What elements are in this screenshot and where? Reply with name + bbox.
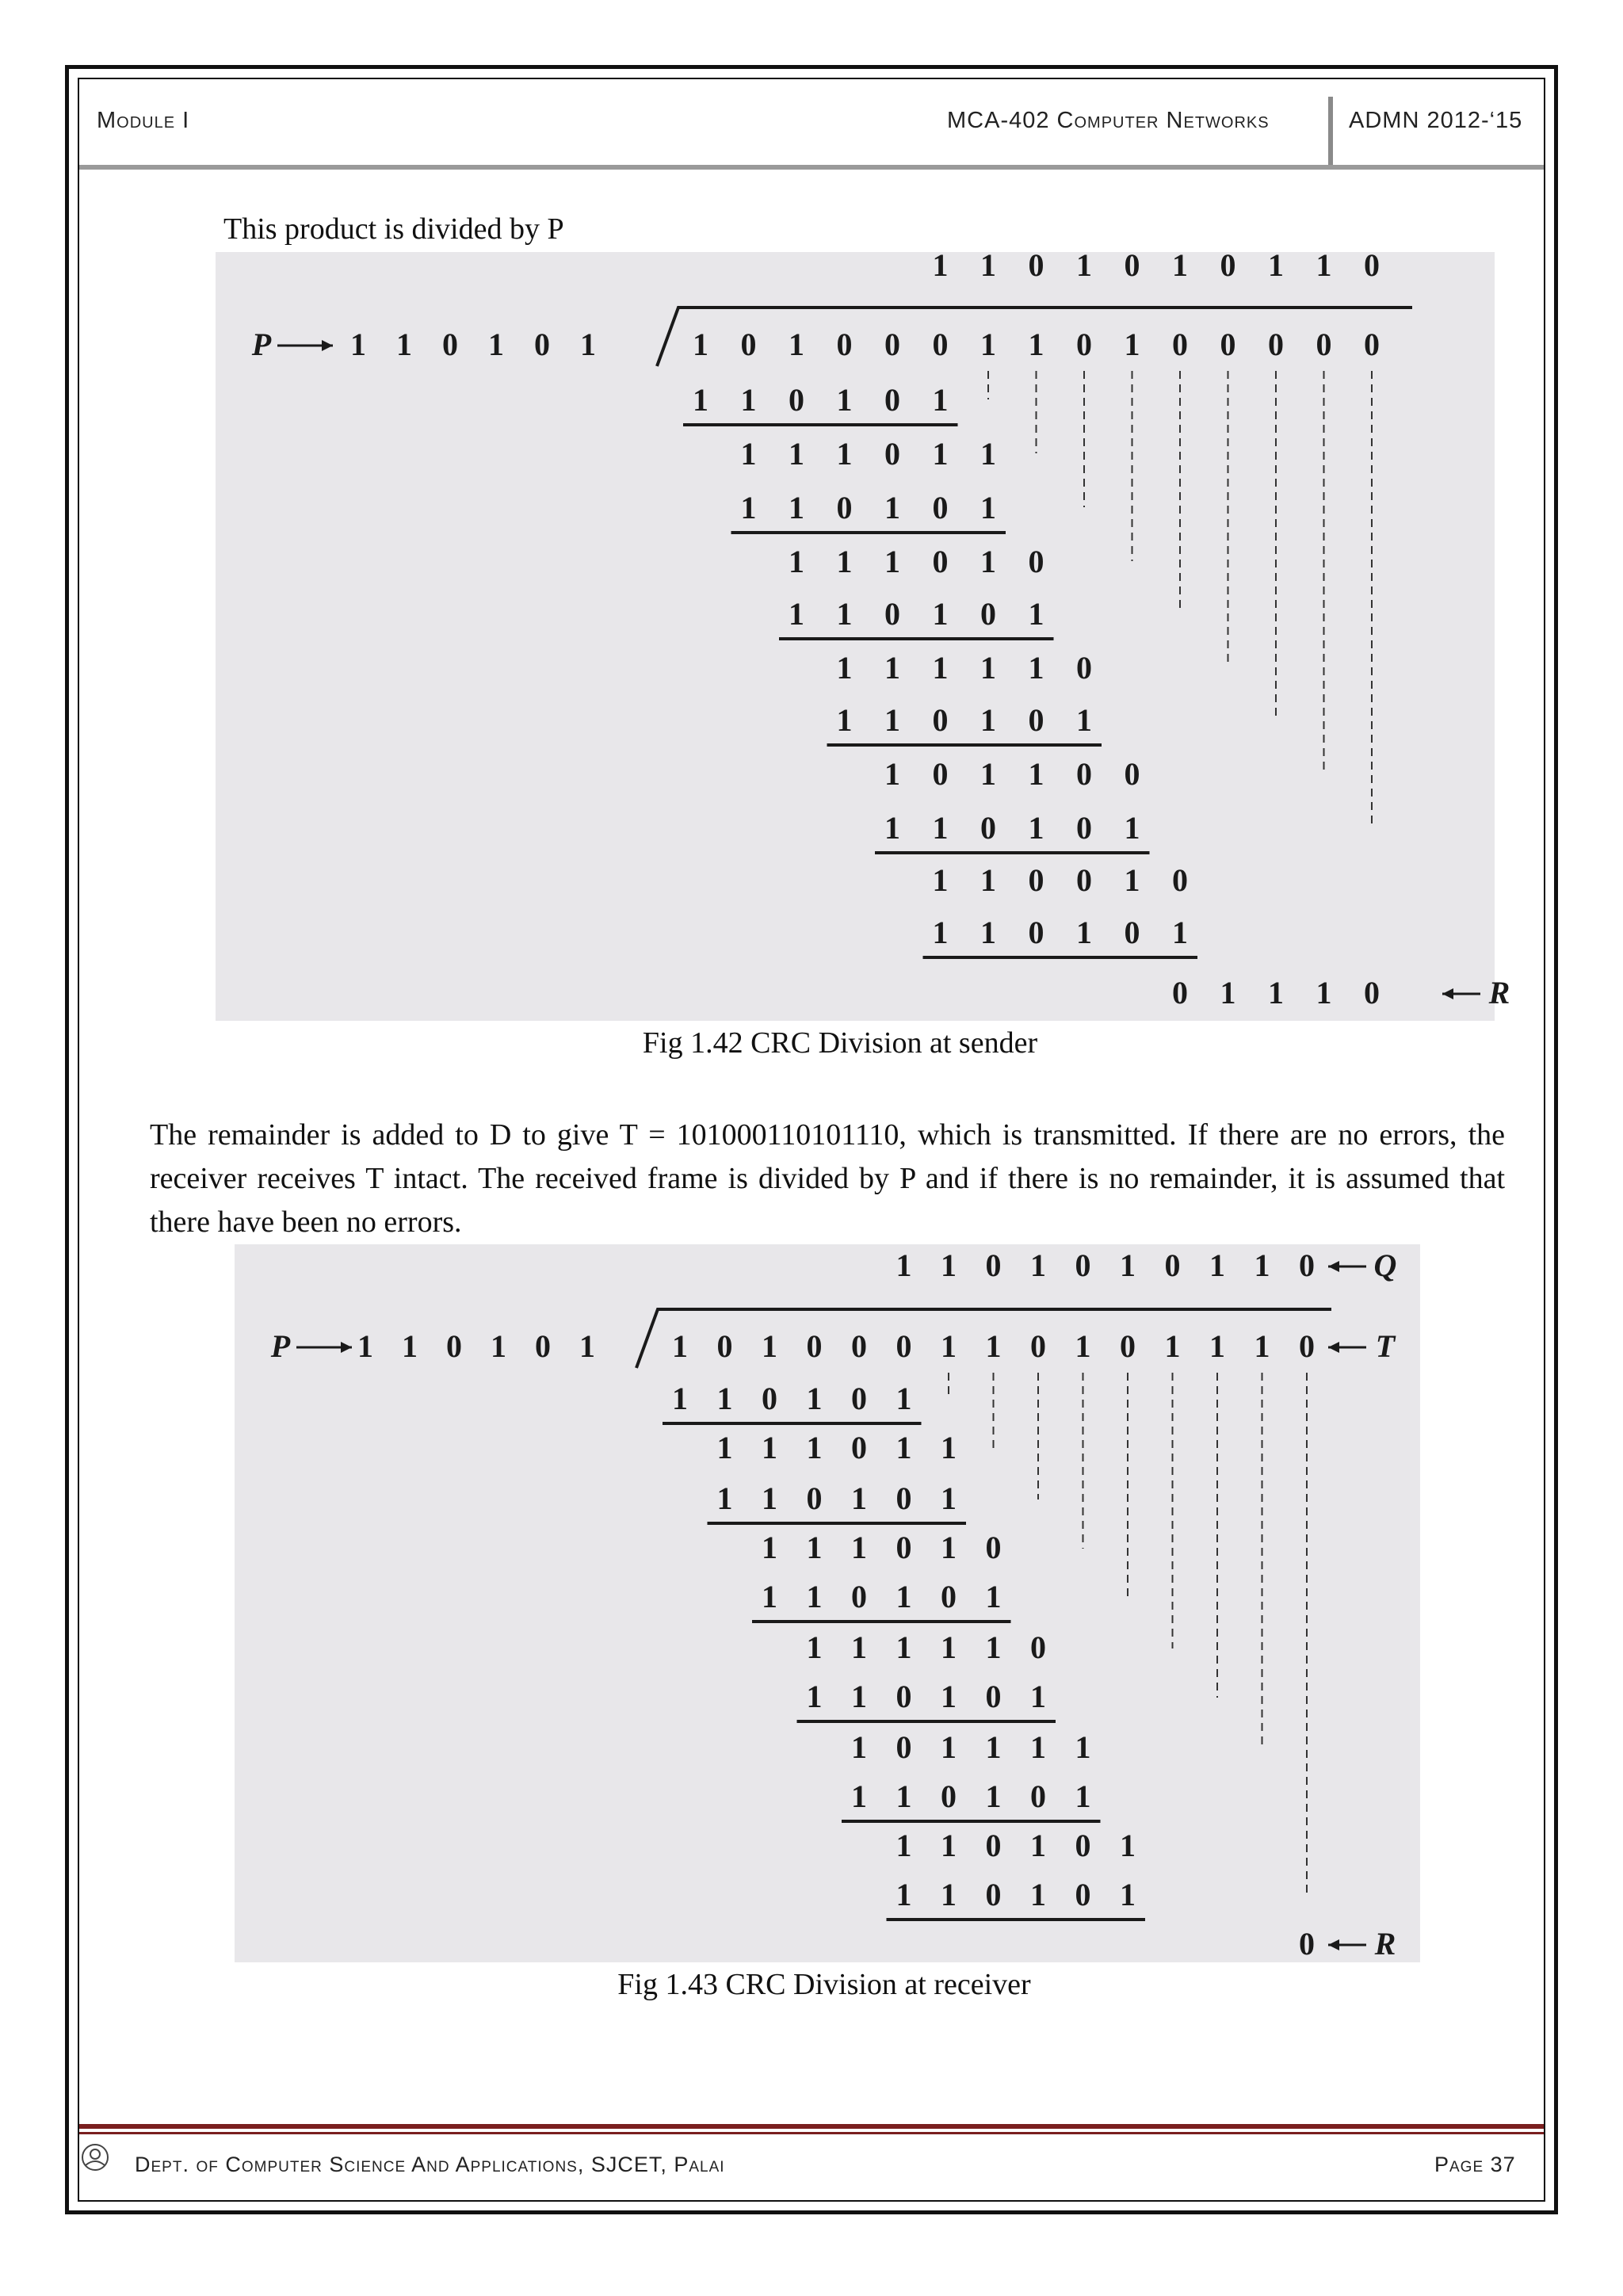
division-row-digit: 1 [932,915,949,950]
division-row-digit: 1 [1172,915,1188,950]
dividend-digit: 0 [1268,327,1284,362]
division-row-digit: 0 [941,1778,957,1814]
division-row-digit: 1 [1075,1778,1091,1814]
division-row-digit: 0 [762,1381,777,1416]
divisor-digit: 0 [535,1328,551,1364]
division-row-digit: 1 [941,1679,957,1714]
division-row-digit: 1 [1028,596,1044,632]
division-row-digit: 1 [851,1778,867,1814]
division-row-digit: 1 [716,1381,733,1416]
division-row-digit: 1 [1028,756,1044,792]
division-row-digit: 1 [806,1679,823,1714]
division-row-digit: 1 [896,1579,912,1614]
division-row-digit: 1 [884,650,900,686]
division-row-digit: 0 [1075,1877,1091,1912]
division-row-digit: 1 [851,1729,867,1765]
dividend-digit: 0 [806,1328,823,1364]
body-paragraph: The remainder is added to D to give T = 101000110101110, which is transmitted. If there are no errors, the receiver receives T intact. The received frame is divided by P and if there is no remainder, it is assumed that there have been no errors. [150,1118,1505,1239]
dividend-digit: 0 [836,327,853,362]
dividend-digit: 1 [672,1328,688,1364]
divisor-digit: 0 [534,327,550,362]
divisor-digit: 1 [491,1328,506,1364]
division-row-digit: 0 [896,1729,912,1765]
division-row-digit: 1 [1076,915,1092,950]
division-row-digit: 1 [762,1530,777,1565]
division-row-digit: 1 [806,1579,823,1614]
remainder-digit: 0 [1364,975,1380,1010]
division-row-digit: 1 [806,1381,823,1416]
remainder-label-r: R [1488,975,1510,1010]
dividend-digit: 0 [1172,327,1188,362]
figure-caption-receiver: Fig 1.43 CRC Division at receiver [617,1968,1031,2001]
division-row-digit: 1 [884,490,900,525]
footer-rule-thin [79,2132,1544,2134]
divisor-digit: 1 [580,327,596,362]
division-row-digit: 1 [1030,1877,1046,1912]
division-row-digit: 1 [836,702,853,738]
dividend-digit: 1 [1028,327,1044,362]
dividend-digit: 0 [1120,1328,1136,1364]
divisor-digit: 1 [396,327,412,362]
quotient-digit: 1 [1172,247,1188,283]
division-row-digit: 0 [932,544,949,579]
remainder-arrow-head [1328,1939,1339,1950]
division-row-digit: 1 [980,490,996,525]
division-row-digit: 1 [932,862,949,898]
division-row-digit: 1 [740,490,757,525]
dividend-digit: 0 [1299,1328,1315,1364]
division-row-digit: 1 [1028,650,1044,686]
division-row-digit: 0 [985,1679,1002,1714]
division-row-digit: 0 [1172,862,1188,898]
division-row-digit: 1 [806,1430,823,1465]
division-row-digit: 1 [1120,1877,1136,1912]
quotient-digit: 0 [1164,1247,1181,1283]
division-row-digit: 0 [1075,1828,1091,1863]
division-row-digit: 1 [932,436,949,472]
divisor-digit: 0 [446,1328,462,1364]
division-row-digit: 0 [1028,915,1044,950]
figure-caption-sender: Fig 1.42 CRC Division at sender [642,1026,1038,1060]
division-row-digit: 1 [941,1530,957,1565]
division-row-digit: 0 [896,1679,912,1714]
dividend-digit: 0 [896,1328,912,1364]
division-row-digit: 0 [980,810,996,846]
quotient-digit: 0 [1124,247,1140,283]
division-row-digit: 1 [836,544,853,579]
dividend-label-t: T [1375,1328,1396,1364]
remainder-digit: 1 [1316,975,1332,1010]
quotient-digit: 1 [1030,1247,1046,1283]
division-row-digit: 1 [806,1530,823,1565]
division-row-digit: 0 [932,702,949,738]
remainder-digit: 0 [1172,975,1188,1010]
division-row-digit: 1 [1028,810,1044,846]
divisor-arrow-head [341,1342,352,1353]
divisor-arrow-head [322,340,333,351]
header-module: Module I [97,108,190,133]
division-row-digit: 0 [1076,650,1092,686]
division-row-digit: 0 [789,382,804,418]
remainder-digit: 0 [1299,1926,1315,1962]
division-row-digit: 1 [941,1629,957,1665]
division-row-digit: 0 [1028,862,1044,898]
intro-text: This product is divided by P [223,212,564,246]
crc-receiver-diagram [235,1244,1420,1962]
division-row-digit: 1 [941,1430,957,1465]
dividend-digit: 1 [1124,327,1140,362]
dividend-digit: 1 [941,1328,957,1364]
division-bracket [636,1309,1331,1368]
quotient-digit: 1 [1120,1247,1136,1283]
division-row-digit: 1 [985,1579,1002,1614]
division-row-digit: 1 [980,756,996,792]
dividend-digit: 0 [1364,327,1380,362]
dividend-arrow-head [1328,1342,1339,1353]
division-row-digit: 0 [806,1480,823,1516]
division-row-digit: 0 [1028,702,1044,738]
quotient-digit: 0 [1364,247,1380,283]
divisor-digit: 1 [488,327,504,362]
division-row-digit: 0 [884,436,900,472]
division-row-digit: 1 [716,1480,733,1516]
division-row-digit: 0 [1076,756,1092,792]
header-rule [79,165,1544,170]
quotient-digit: 0 [1220,247,1236,283]
quotient-digit: 1 [1076,247,1092,283]
remainder-digit: 1 [1268,975,1284,1010]
footer-department: Dept. of Computer Science And Applications, SJCET, Palai [135,2153,725,2176]
division-row-digit: 1 [941,1480,957,1516]
dividend-digit: 1 [693,327,708,362]
quotient-digit: 0 [1299,1247,1315,1283]
division-row-digit: 1 [1075,1729,1091,1765]
divisor-digit: 1 [402,1328,418,1364]
quotient-digit: 1 [896,1247,912,1283]
dividend-digit: 0 [884,327,900,362]
division-row-digit: 1 [762,1480,777,1516]
divisor-label-p: P [270,1328,291,1364]
division-row-digit: 1 [884,756,900,792]
division-row-digit: 1 [1124,862,1140,898]
division-row-digit: 0 [941,1579,957,1614]
division-row-digit: 1 [789,490,804,525]
division-row-digit: 1 [851,1629,867,1665]
division-row-digit: 1 [980,915,996,950]
dividend-digit: 1 [789,327,804,362]
division-row-digit: 1 [985,1729,1002,1765]
division-row-digit: 1 [1030,1828,1046,1863]
quotient-digit: 1 [932,247,949,283]
division-row-digit: 1 [980,544,996,579]
quotient-digit: 0 [1028,247,1044,283]
division-row-digit: 1 [980,650,996,686]
division-row-digit: 0 [1030,1629,1046,1665]
quotient-digit: 0 [985,1247,1002,1283]
division-row-digit: 1 [932,810,949,846]
dividend-digit: 0 [1030,1328,1046,1364]
dividend-digit: 0 [1220,327,1236,362]
division-row-digit: 1 [806,1629,823,1665]
division-row-digit: 1 [836,382,853,418]
dividend-digit: 0 [1316,327,1332,362]
dividend-digit: 1 [985,1328,1002,1364]
division-row-digit: 0 [1076,810,1092,846]
division-row-digit: 1 [1124,810,1140,846]
division-row-digit: 0 [1076,862,1092,898]
divisor-digit: 1 [579,1328,595,1364]
division-row-digit: 0 [1030,1778,1046,1814]
quotient-digit: 1 [941,1247,957,1283]
division-row-digit: 1 [896,1778,912,1814]
division-row-digit: 0 [932,490,949,525]
division-row-digit: 1 [851,1679,867,1714]
division-row-digit: 1 [884,702,900,738]
division-row-digit: 1 [941,1729,957,1765]
college-logo-icon [79,2141,111,2173]
dividend-digit: 1 [980,327,996,362]
remainder-arrow-head [1442,988,1453,999]
division-row-digit: 1 [762,1430,777,1465]
remainder-label-r: R [1374,1926,1396,1962]
divisor-digit: 0 [442,327,458,362]
division-row-digit: 1 [932,382,949,418]
division-row-digit: 1 [884,810,900,846]
division-row-digit: 0 [985,1828,1002,1863]
division-row-digit: 1 [740,436,757,472]
division-row-digit: 1 [672,1381,688,1416]
quotient-digit: 1 [1254,1247,1270,1283]
quotient-digit: 1 [980,247,996,283]
division-row-digit: 0 [932,756,949,792]
division-row-digit: 1 [836,436,853,472]
division-row-digit: 1 [762,1579,777,1614]
division-row-digit: 1 [896,1381,912,1416]
dividend-digit: 0 [932,327,949,362]
division-row-digit: 1 [851,1480,867,1516]
division-row-digit: 0 [896,1480,912,1516]
header-divider [1328,97,1333,168]
header-admn: ADMN 2012-‘15 [1349,108,1523,133]
division-row-digit: 0 [884,596,900,632]
dividend-digit: 0 [716,1328,733,1364]
quotient-digit: 1 [1209,1247,1225,1283]
dividend-digit: 0 [1076,327,1092,362]
division-row-digit: 0 [985,1530,1002,1565]
quotient-arrow-head [1328,1261,1339,1272]
division-row-digit: 1 [896,1629,912,1665]
division-row-digit: 0 [980,596,996,632]
division-row-digit: 1 [693,382,708,418]
division-row-digit: 1 [932,650,949,686]
division-row-digit: 0 [851,1381,867,1416]
quotient-label-q: Q [1373,1247,1397,1283]
division-row-digit: 1 [836,596,853,632]
division-row-digit: 1 [1120,1828,1136,1863]
division-row-digit: 1 [789,544,804,579]
division-row-digit: 1 [851,1530,867,1565]
quotient-digit: 1 [1316,247,1332,283]
divisor-digit: 1 [357,1328,373,1364]
division-row-digit: 0 [1124,756,1140,792]
division-row-digit: 0 [851,1430,867,1465]
division-row-digit: 1 [716,1430,733,1465]
footer-rule [79,2124,1544,2129]
dividend-digit: 1 [762,1328,777,1364]
division-row-digit: 0 [896,1530,912,1565]
division-row-digit: 1 [1076,702,1092,738]
quotient-digit: 0 [1075,1247,1091,1283]
division-row-digit: 1 [896,1877,912,1912]
division-row-digit: 1 [836,650,853,686]
division-row-digit: 1 [980,702,996,738]
division-row-digit: 1 [985,1778,1002,1814]
header-course: MCA-402 Computer Networks [947,108,1270,133]
dividend-digit: 0 [851,1328,867,1364]
division-row-digit: 0 [1028,544,1044,579]
division-row-digit: 0 [985,1877,1002,1912]
division-row-digit: 1 [980,436,996,472]
division-row-digit: 1 [980,862,996,898]
divisor-label-p: P [251,327,272,362]
remainder-digit: 1 [1220,975,1236,1010]
division-row-digit: 1 [896,1430,912,1465]
division-row-digit: 1 [1030,1729,1046,1765]
division-row-digit: 1 [1030,1679,1046,1714]
division-row-digit: 1 [941,1877,957,1912]
dividend-digit: 1 [1164,1328,1181,1364]
divisor-digit: 1 [350,327,366,362]
dividend-digit: 0 [740,327,757,362]
division-row-digit: 1 [941,1828,957,1863]
dividend-digit: 1 [1075,1328,1091,1364]
crc-sender-diagram [216,247,1510,1021]
division-row-digit: 1 [932,596,949,632]
quotient-digit: 1 [1268,247,1284,283]
figure-crc-receiver [235,1244,1420,1962]
division-row-digit: 1 [884,544,900,579]
division-row-digit: 1 [985,1629,1002,1665]
division-row-digit: 1 [740,382,757,418]
division-row-digit: 1 [789,596,804,632]
figure-crc-sender [216,247,1510,1021]
division-row-digit: 0 [1124,915,1140,950]
footer-page-number: Page 37 [1434,2153,1516,2176]
division-row-digit: 1 [896,1828,912,1863]
division-row-digit: 0 [884,382,900,418]
division-row-digit: 1 [789,436,804,472]
division-row-digit: 0 [836,490,853,525]
dividend-digit: 1 [1254,1328,1270,1364]
division-row-digit: 0 [851,1579,867,1614]
dividend-digit: 1 [1209,1328,1225,1364]
